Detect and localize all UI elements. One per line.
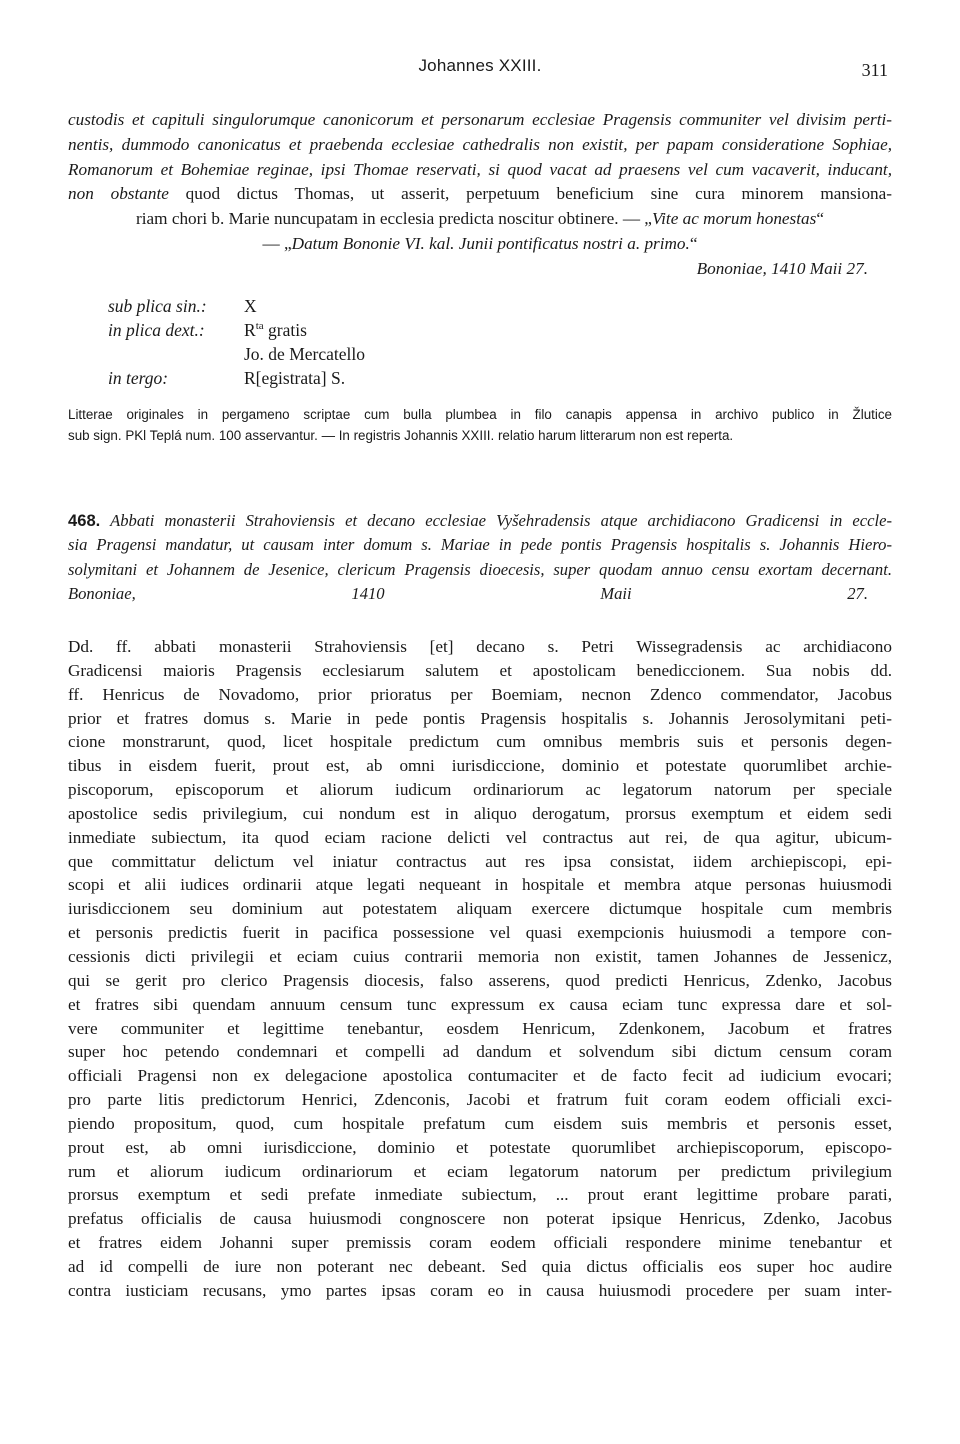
body-line: Gradicensi maioris Pragensis ecclesiarum salutem et apostolicam benediccionem. Sua nobis dd.	[68, 660, 892, 680]
document-number: 468.	[68, 511, 101, 530]
note-label: in plica dext.:	[108, 320, 205, 340]
note-row	[108, 344, 365, 368]
body-line: prior et fratres domus s. Marie in pede pontis Pragensis hospitalis s. Johannis Jerosolymitani peti-	[68, 708, 892, 728]
body-line: cione monstrarunt, quod, licet hospitale predictum cum omnibus membris suis et personis degen-	[68, 732, 892, 752]
italic-segment: nentis, dummodo canonicatus et praebenda ecclesiae cathedralis non existit, per papam consideratione Sophiae,	[68, 134, 892, 154]
continuation-line	[68, 207, 892, 232]
text-segment: “	[816, 209, 824, 229]
description-line: Litterae originales in pergameno scriptae cum bulla plumbea in filo canapis appensa in archivo publico in Žlutice	[68, 407, 892, 422]
continuation-paragraph	[68, 108, 892, 282]
body-line: Dd. ff. abbati monasterii Strahoviensis [et] decano s. Petri Wissegradensis ac archidiacono	[68, 637, 892, 656]
continuation-date: Bononiae, 1410 Maii 27.	[696, 258, 868, 278]
continuation-line	[68, 133, 892, 158]
rta-rest: gratis	[263, 320, 307, 340]
body-line: piendo propositum, quod, cum hospitale prefatum cum eisdem suis membris et personis esset,	[68, 1113, 892, 1133]
note-label: in tergo:	[108, 368, 169, 388]
body-line: ad id compelli de iure non poterant nec debeant. Sed quia dictus officialis eos super hoc audire	[68, 1256, 892, 1276]
italic-segment: Datum Bononie VI. kal. Junii pontificatus nostri a. primo.	[291, 233, 690, 253]
regest-line: solymitani et Johannem de Jesenice, clericum Pragensis dioecesis, super quodam annuo censu exortam decernant.	[68, 559, 892, 579]
note-value	[244, 320, 365, 341]
text-segment: quod dictus Thomas, ut asserit, perpetuum beneficium sine cura minorem mansiona-	[168, 184, 892, 204]
note-row	[108, 296, 365, 320]
body-line: prorsus exemptum et sedi prefate inmediate subiectum, ... prout erant legittime probare parati,	[68, 1185, 892, 1205]
body-line: que committatur delictum vel iniatur contractus aut res ipsa consistat, iidem archiepiscopi, epi-	[68, 851, 892, 871]
regest-text: Abbati monasterii Strahoviensis et decano ecclesiae Vyšehradensis atque archidiacono Gradicensi in eccle-	[110, 511, 892, 530]
body-line: prout est, ab omni iurisdiccione, dominio et potestate quorumlibet archiepiscoporum, episcopo-	[68, 1137, 892, 1157]
note-row	[108, 320, 365, 344]
italic-segment: non obstante	[68, 184, 169, 204]
body-line: cessionis dicti privilegii et eciam cuius contrarii memoria non existit, tamen Johannes de Jessenicz,	[68, 946, 892, 966]
body-line: rum et aliorum iudicum ordinariorum et eciam legatorum natorum per predictum privilegium	[68, 1161, 892, 1181]
body-line: et fratres eidem Johanni super premissis coram eodem officiali respondere minime tenebantur et	[68, 1233, 892, 1253]
body-line: super hoc petendo condemnari et compelli ad dandum et solvendum sibi dictum censum coram	[68, 1042, 892, 1062]
page-number: 311	[861, 60, 888, 80]
archival-description	[68, 404, 892, 446]
body-line: contra iusticiam recusans, ymo partes ipsas coram eo in causa huiusmodi procedere per suam inter-	[68, 1280, 892, 1300]
document-body	[68, 635, 892, 1303]
body-line: vere communiter et legittime tenebantur, eosdem Henricum, Zdenkonem, Jacobum et fratres	[68, 1018, 892, 1038]
note-row	[108, 368, 365, 392]
italic-segment: Romanorum et Bohemiae reginae, ipsi Thomae reservati, si quod vacat ad praesens vel cum vacaverit, inducant,	[68, 159, 892, 179]
continuation-line	[68, 108, 892, 133]
note-value: X	[244, 296, 257, 316]
body-line: qui se gerit pro clerico Pragensis diocesis, falso asserens, quod predicti Henricus, Zdenko, Jacobus	[68, 970, 892, 990]
body-line: scopi et alii iudices ordinarii atque legati nequeant in hospitale et membra atque personas huiusmodi	[68, 875, 892, 895]
regest-date: Bononiae, 1410 Maii 27.	[68, 584, 868, 604]
continuation-lines	[68, 108, 892, 232]
italic-segment: Vite ac morum honestas	[651, 209, 817, 229]
running-head: Johannes XXIII.	[418, 56, 542, 75]
body-line: iurisdiccionem seu dominium aut potestatem aliquam exercere dictumque hospitale cum membris	[68, 899, 892, 919]
text-segment: riam chori b. Marie nuncupatam in ecclesia predicta noscitur obtinere. — „	[136, 209, 652, 229]
body-line: ff. Henricus de Novadomo, prior prioratus per Boemiam, necnon Zdenco commendator, Jacobus	[68, 684, 892, 704]
body-line: apostolice sedis privilegium, cui nondum est in aliquo derogatum, prorsus exemptum et eidem sedi	[68, 803, 892, 823]
body-line: pro parte litis predictorum Henrici, Zdenconis, Jacobi et fratrum fuit coram eodem officiali exci-	[68, 1090, 892, 1110]
continuation-line	[68, 158, 892, 183]
rta-letter: R	[244, 320, 256, 340]
body-line: officiali Pragensi non ex delegacione apostolica contumaciter et de facto fecit ad iudicium evocari;	[68, 1066, 892, 1086]
text-segment: — „	[262, 233, 292, 253]
body-line: piscoporum, episcoporum et aliorum iudicum ordinariorum ac legatorum natorum per speciale	[68, 780, 892, 800]
body-line: tibus in eisdem fuerit, prout est, ab omni iurisdiccione, dominio et potestate quorumlibet archie-	[68, 756, 892, 776]
rta-superscript: ta	[255, 320, 264, 333]
italic-segment: custodis et capituli singulorumque canonicorum et personarum ecclesiae Pragensis communiter vel divisim perti-	[68, 110, 892, 129]
closing-formula	[68, 232, 892, 257]
endorsement-notes	[108, 296, 365, 392]
note-value: R[egistrata] S.	[244, 368, 346, 388]
continuation-line	[68, 182, 892, 207]
body-line: et fratres sibi quendam annuum censum tunc expressum ex causa eciam tunc expressa dare et sol-	[68, 994, 892, 1014]
description-line: sub sign. PKl Teplá num. 100 asservantur. — In registris Johannis XXIII. relatio harum litterarum non est reperta.	[68, 428, 734, 443]
note-value: Jo. de Mercatello	[244, 344, 365, 364]
body-line: inmediate subiectum, ita quod eciam racione delicti vel contractus aut rei, de qua agitur, ubicum-	[68, 827, 892, 847]
regest-468	[68, 509, 892, 607]
note-label: sub plica sin.:	[108, 296, 207, 316]
regest-line	[68, 509, 892, 533]
text-segment: “	[689, 233, 698, 253]
regest-line: sia Pragensi mandatur, ut causam inter domum s. Mariae in pede pontis Pragensis hospitalis s. Johannis Hiero-	[68, 535, 892, 555]
body-line: prefatus officialis de causa huiusmodi congnoscere non poterat ipsique Henricus, Zdenko, Jacobus	[68, 1209, 892, 1229]
body-line: et personis predictis fuerit in pacifica possessione vel quasi exempcionis huiusmodi a tempore con-	[68, 923, 892, 943]
rta-abbreviation	[244, 320, 307, 340]
